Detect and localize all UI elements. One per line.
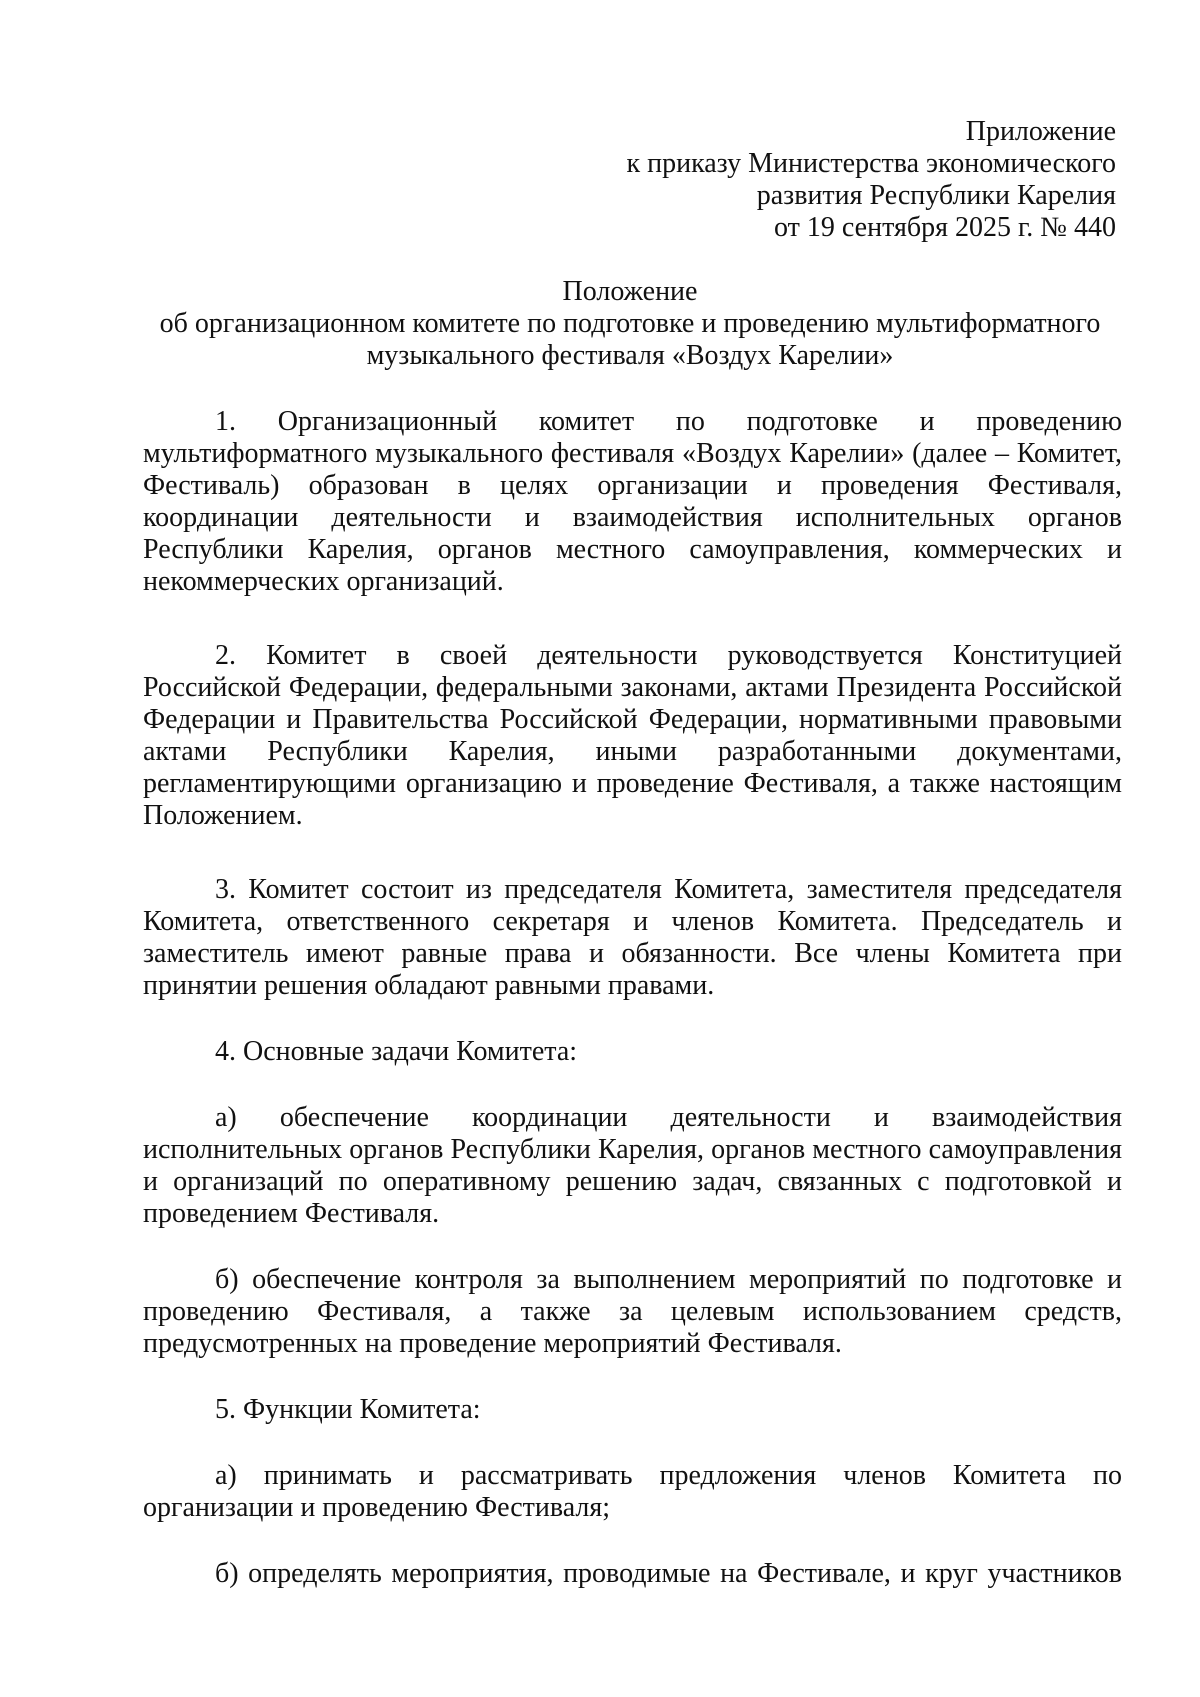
- paragraph-5: [143, 1394, 1122, 1426]
- paragraph-3-text: 3. Комитет состоит из председателя Комитета, заместителя председателя Комитета, ответственного секретаря и членов Комитета. Председатель и заместитель имеют равные права и обязанности. Все члены Комитета при принятии решения обладают равными правами.: [143, 874, 1122, 1001]
- paragraph-5-text: 5. Функции Комитета:: [215, 1394, 481, 1425]
- appendix-line-2: к приказу Министерства экономического: [626, 148, 1116, 179]
- paragraph-1: [143, 406, 1122, 598]
- paragraph-4: [143, 1036, 1122, 1068]
- paragraph-4a: [143, 1102, 1122, 1230]
- paragraph-5b: [143, 1558, 1122, 1590]
- title-line-3: музыкального фестиваля «Воздух Карелии»: [366, 340, 894, 371]
- paragraph-5a: [143, 1460, 1122, 1524]
- paragraph-2-text: 2. Комитет в своей деятельности руководствуется Конституцией Российской Федерации, федеральными законами, актами Президента Российской Федерации и Правительства Российской Федерации, нормативными правовыми актами Республики Карелия, иными разработанными документами, регламентирующими организацию и проведение Фестиваля, а также настоящим Положением.: [143, 640, 1122, 831]
- paragraph-4b: [143, 1264, 1122, 1360]
- title-line-2: об организационном комитете по подготовке и проведению мультиформатного: [159, 308, 1101, 339]
- appendix-line-1: Приложение: [965, 116, 1116, 147]
- paragraph-2: [143, 640, 1122, 832]
- paragraph-4-text: 4. Основные задачи Комитета:: [215, 1036, 578, 1067]
- paragraph-4a-text: а) обеспечение координации деятельности и взаимодействия исполнительных органов Республики Карелия, органов местного самоуправления и организаций по оперативному решению задач, связанных с подготовкой и проведением Фестиваля.: [143, 1102, 1122, 1229]
- appendix-line-3: развития Республики Карелия: [756, 180, 1116, 211]
- paragraph-4b-text: б) обеспечение контроля за выполнением мероприятий по подготовке и проведению Фестиваля, а также за целевым использованием средств, предусмотренных на проведение мероприятий Фестиваля.: [143, 1264, 1122, 1359]
- document-title: [140, 276, 1120, 372]
- title-line-1: Положение: [562, 276, 698, 307]
- paragraph-5b-text: б) определять мероприятия, проводимые на Фестивале, и круг участников: [215, 1558, 1122, 1589]
- paragraph-3: [143, 874, 1122, 1002]
- appendix-header: [416, 116, 1116, 244]
- paragraph-1-text: 1. Организационный комитет по подготовке и проведению мультиформатного музыкального фестиваля «Воздух Карелии» (далее – Комитет, Фестиваль) образован в целях организации и проведения Фестиваля, координации деятельности и взаимодействия исполнительных органов Республики Карелия, органов местного самоуправления, коммерческих и некоммерческих организаций.: [143, 406, 1122, 597]
- paragraph-5a-text: а) принимать и рассматривать предложения членов Комитета по организации и проведению Фестиваля;: [143, 1460, 1122, 1523]
- appendix-line-4: от 19 сентября 2025 г. № 440: [774, 212, 1116, 243]
